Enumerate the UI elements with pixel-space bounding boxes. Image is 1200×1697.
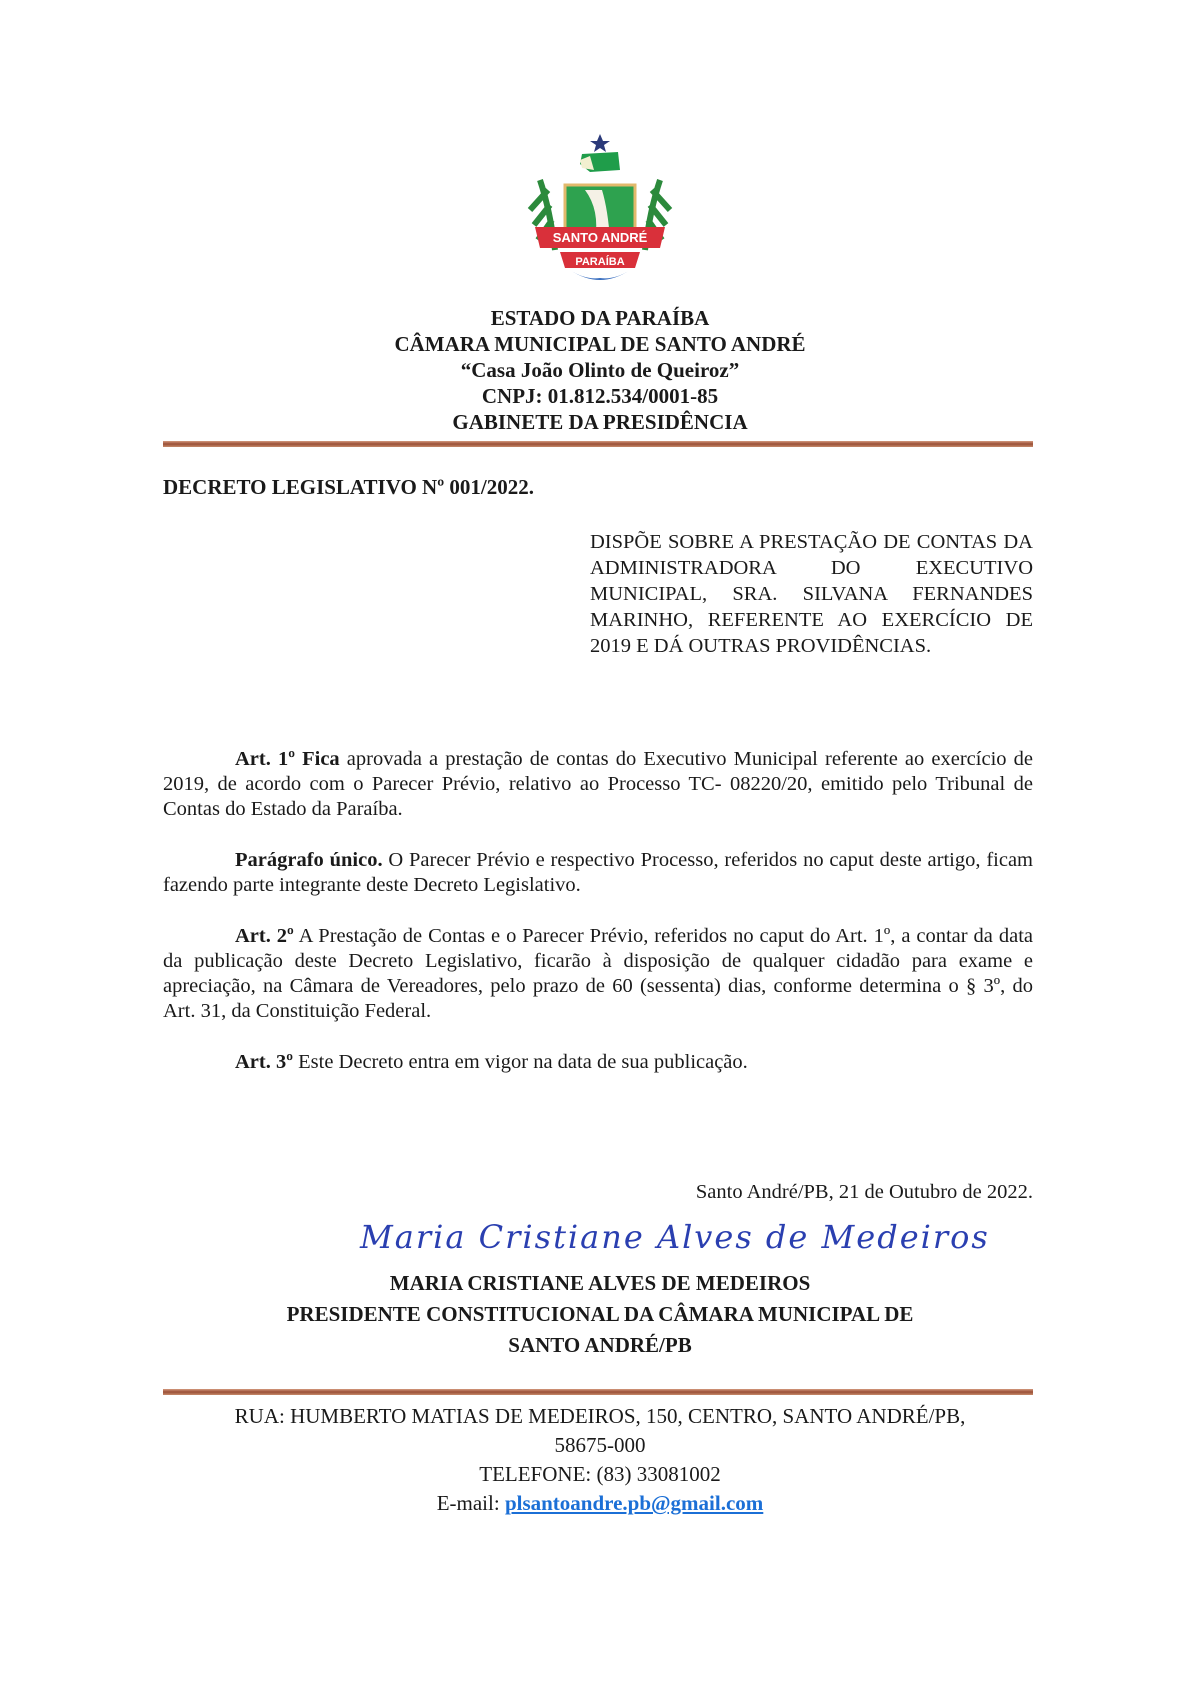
header-state: ESTADO DA PARAÍBA	[490, 306, 710, 330]
signatory-name: MARIA CRISTIANE ALVES DE MEDEIROS	[389, 1271, 811, 1295]
decree-title: DECRETO LEGISLATIVO Nº 001/2022.	[163, 475, 534, 499]
article-3	[163, 1050, 1033, 1075]
article-label: Art. 2º	[235, 925, 294, 947]
article-label: Art. 1º Fica	[235, 748, 340, 770]
article-label: Parágrafo único.	[235, 849, 383, 871]
footer-cep: 58675-000	[554, 1433, 646, 1457]
logo-city-text: SANTO ANDRÉ	[552, 230, 648, 245]
article-1	[163, 747, 1033, 822]
signatory-role: PRESIDENTE CONSTITUCIONAL DA CÂMARA MUNICIPAL DE	[286, 1302, 914, 1326]
email-link[interactable]: plsantoandre.pb@gmail.com	[504, 1491, 764, 1515]
header-house-name: “Casa João Olinto de Queiroz”	[460, 358, 740, 382]
decree-body	[163, 747, 1033, 1075]
sole-paragraph	[163, 848, 1033, 898]
footer-address: RUA: HUMBERTO MATIAS DE MEDEIROS, 150, CENTRO, SANTO ANDRÉ/PB,	[234, 1404, 966, 1428]
signatory-role-2: SANTO ANDRÉ/PB	[508, 1333, 692, 1357]
email-label: E-mail:	[436, 1491, 505, 1515]
article-text: O Parecer Prévio e respectivo Processo, referidos no caput deste artigo, ficam fazendo parte integrante deste Decreto Legislativo.	[163, 849, 1033, 896]
article-label: Art. 3º	[235, 1051, 293, 1073]
header-office: GABINETE DA PRESIDÊNCIA	[452, 410, 748, 434]
footer-divider	[163, 1389, 1033, 1395]
logo-state-text: PARAÍBA	[575, 256, 625, 268]
footer-email-line	[0, 1489, 1200, 1518]
footer-phone: TELEFONE: (83) 33081002	[479, 1462, 721, 1486]
article-2	[163, 924, 1033, 1024]
article-text: aprovada a prestação de contas do Executivo Municipal referente ao exercício de 2019, de acordo com o Parecer Prévio, relativo ao Processo TC- 08220/20, emitido pelo Tribunal de Contas do Estado da Paraíba.	[163, 748, 1033, 820]
header-cnpj: CNPJ: 01.812.534/0001-85	[481, 384, 719, 408]
header-divider	[163, 441, 1033, 447]
header-chamber: CÂMARA MUNICIPAL DE SANTO ANDRÉ	[394, 332, 806, 356]
date-place: Santo André/PB, 21 de Outubro de 2022.	[695, 1181, 1033, 1203]
footer	[0, 1402, 1200, 1518]
signature-block	[0, 1270, 1200, 1358]
decree-summary: DISPÕE SOBRE A PRESTAÇÃO DE CONTAS DA ADMINISTRADORA DO EXECUTIVO MUNICIPAL, SRA. SILVANA FERNANDES MARINHO, REFERENTE AO EXERCÍCIO DE 2019 E DÁ OUTRAS PROVIDÊNCIAS.	[590, 531, 1033, 657]
handwritten-signature: Maria Cristiane Alves de Medeiros	[360, 1218, 990, 1256]
letterhead	[0, 305, 1200, 435]
article-text: Este Decreto entra em vigor na data de sua publicação.	[293, 1051, 748, 1073]
article-text: A Prestação de Contas e o Parecer Prévio, referidos no caput do Art. 1º, a contar da data da publicação deste Decreto Legislativo, ficarão à disposição de qualquer cidadão para exame e apreciação, na Câmara de Vereadores, pelo prazo de 60 (sessenta) dias, conforme determina o § 3º, do Art. 31, da Constituição Federal.	[163, 925, 1034, 1022]
municipal-coat-of-arms	[520, 130, 680, 300]
